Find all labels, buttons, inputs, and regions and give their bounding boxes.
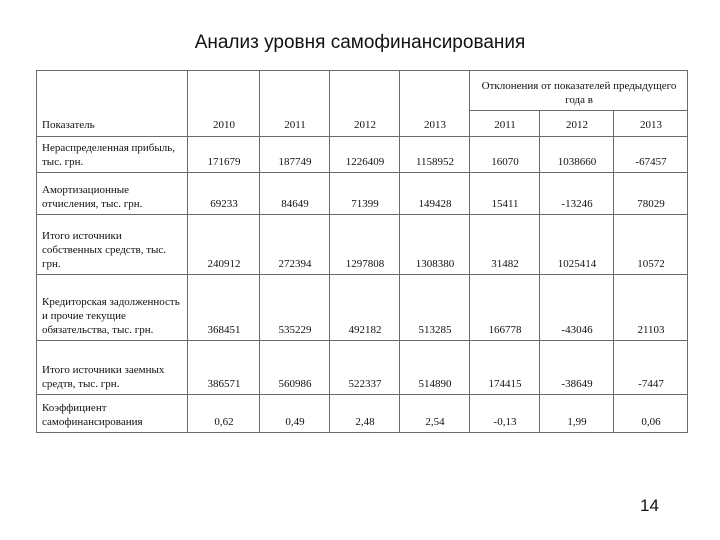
table-cell: 2,54	[400, 395, 470, 433]
table-cell: -13246	[540, 173, 614, 215]
header-year: 2013	[400, 71, 470, 137]
table-cell: 1038660	[540, 137, 614, 173]
table-cell: 166778	[470, 275, 540, 341]
table-cell: 0,62	[188, 395, 260, 433]
table-cell: 535229	[260, 275, 330, 341]
table-cell: 240912	[188, 215, 260, 275]
table-cell: 187749	[260, 137, 330, 173]
row-label: Амортизационные отчисления, тыс. грн.	[37, 173, 188, 215]
table-cell: -67457	[614, 137, 688, 173]
header-deviation-year: 2011	[470, 111, 540, 137]
header-deviation-group: Отклонения от показателей предыдущего года в	[470, 71, 688, 111]
table-row	[37, 137, 688, 173]
table-cell: -38649	[540, 341, 614, 395]
header-year: 2010	[188, 71, 260, 137]
table-cell: 174415	[470, 341, 540, 395]
header-deviation-year: 2012	[540, 111, 614, 137]
table-cell: 560986	[260, 341, 330, 395]
table-row	[37, 215, 688, 275]
table-cell: 69233	[188, 173, 260, 215]
header-indicator: Показатель	[37, 71, 188, 137]
table-row	[37, 275, 688, 341]
table-cell: 1297808	[330, 215, 400, 275]
header-year: 2011	[260, 71, 330, 137]
table-cell: 1308380	[400, 215, 470, 275]
table-cell: 522337	[330, 341, 400, 395]
table-cell: 1158952	[400, 137, 470, 173]
table-cell: 15411	[470, 173, 540, 215]
header-year: 2012	[330, 71, 400, 137]
table-row	[37, 173, 688, 215]
table-cell: 2,48	[330, 395, 400, 433]
table-cell: 78029	[614, 173, 688, 215]
table-cell: 84649	[260, 173, 330, 215]
table-cell: 1025414	[540, 215, 614, 275]
table-cell: 272394	[260, 215, 330, 275]
self-financing-table	[36, 70, 688, 433]
row-label: Кредиторская задолженность и прочие текущие обязательства, тыс. грн.	[37, 275, 188, 341]
table-cell: 492182	[330, 275, 400, 341]
page-number: 14	[640, 496, 659, 515]
table-row	[37, 341, 688, 395]
table-cell: 368451	[188, 275, 260, 341]
table-cell: 31482	[470, 215, 540, 275]
table-cell: 0,49	[260, 395, 330, 433]
table-cell: 514890	[400, 341, 470, 395]
row-label: Коэффициент самофинансирования	[37, 395, 188, 433]
table-row	[37, 395, 688, 433]
table-cell: 10572	[614, 215, 688, 275]
table-cell: 16070	[470, 137, 540, 173]
table-cell: 513285	[400, 275, 470, 341]
table-cell: 21103	[614, 275, 688, 341]
table-cell: 1,99	[540, 395, 614, 433]
row-label: Нераспределенная прибыль, тыс. грн.	[37, 137, 188, 173]
table-cell: -43046	[540, 275, 614, 341]
header-deviation-year: 2013	[614, 111, 688, 137]
table-cell: -7447	[614, 341, 688, 395]
table-cell: 71399	[330, 173, 400, 215]
table-cell: -0,13	[470, 395, 540, 433]
row-label: Итого источники заемных средтв, тыс. грн.	[37, 341, 188, 395]
row-label: Итого источники собственных средств, тыс. грн.	[37, 215, 188, 275]
table-cell: 171679	[188, 137, 260, 173]
table-cell: 1226409	[330, 137, 400, 173]
table-cell: 149428	[400, 173, 470, 215]
table-cell: 0,06	[614, 395, 688, 433]
slide-title: Анализ уровня самофинансирования	[194, 32, 526, 53]
table-cell: 386571	[188, 341, 260, 395]
